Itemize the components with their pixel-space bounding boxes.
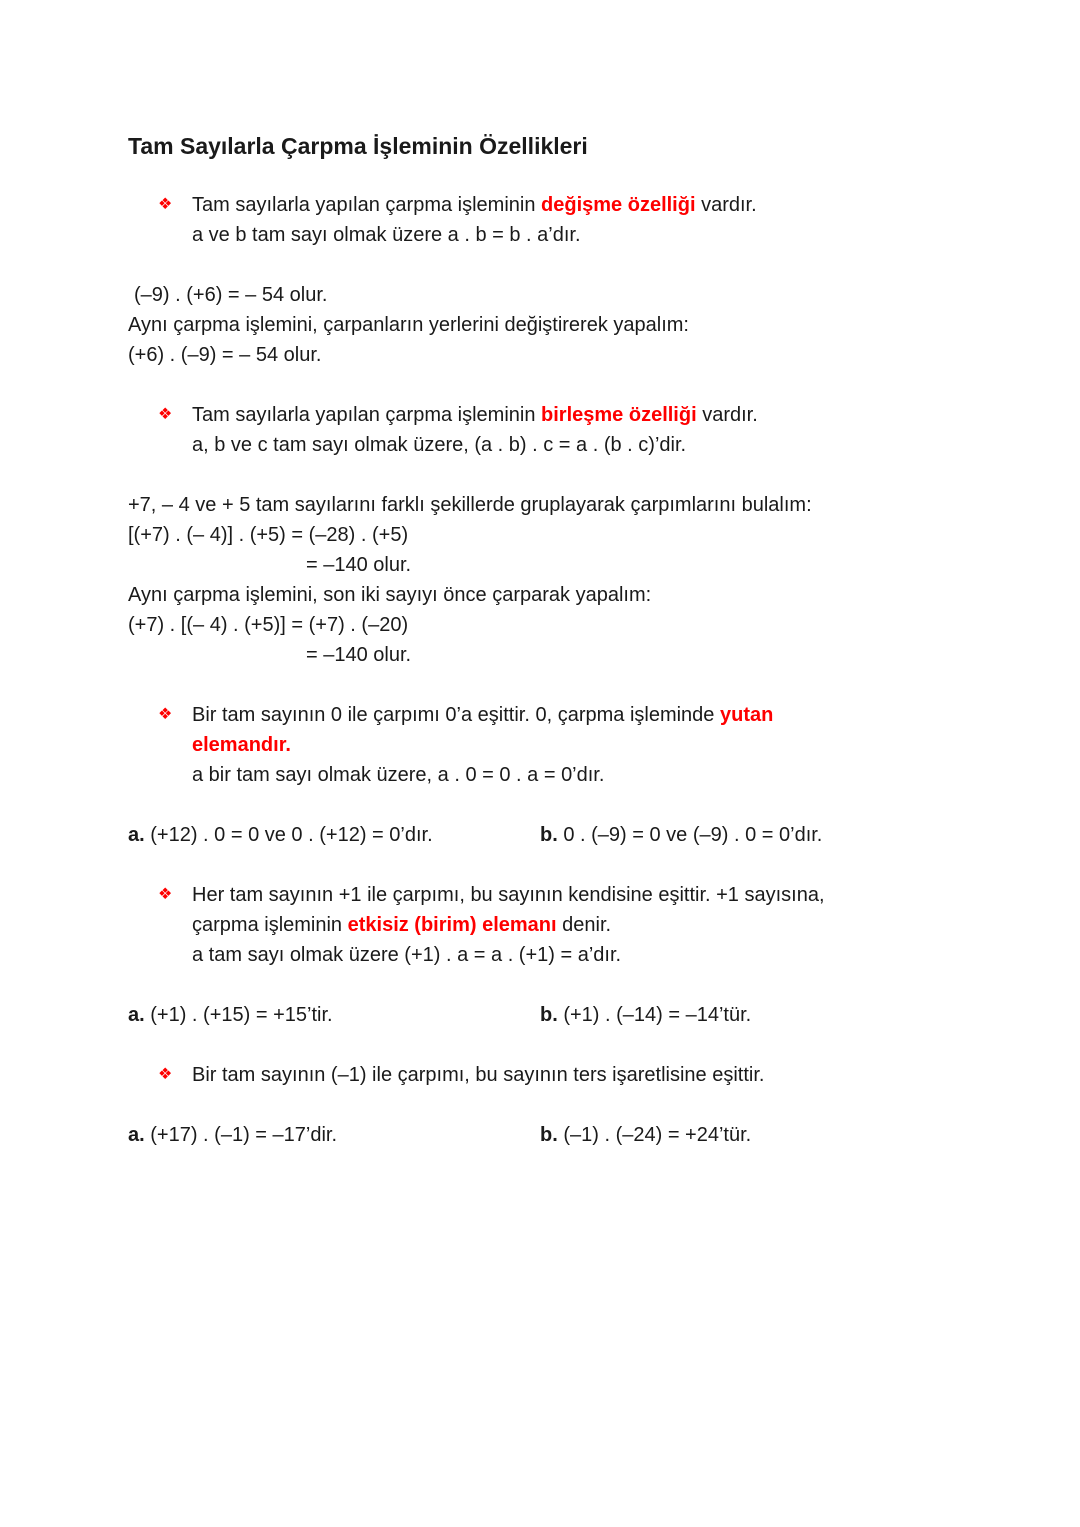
text-segment: a. [128,1124,145,1146]
text-line [192,190,992,220]
page-title: Tam Sayılarla Çarpma İşleminin Özellikleri [128,133,588,159]
text-segment: = –140 olur. [306,644,412,666]
text-segment: Tam sayılarla yapılan çarpma işleminin [192,404,542,426]
example-row [128,1120,992,1150]
example-b [540,820,992,850]
text-segment: a bir tam sayı olmak üzere, a . 0 = 0 . a = 0’dır. [192,764,605,786]
example-row [128,820,992,850]
text-line [128,310,992,340]
text-segment: (+17) . (–1) = –17’dir. [144,1124,338,1146]
text-segment: çarpma işleminin [192,914,348,936]
paragraph [128,280,992,370]
text-segment: vardır. [696,404,758,426]
bullet-item [158,880,992,970]
bullet-item [158,700,992,790]
text-segment: a. [128,824,145,846]
bullet-item [158,400,992,460]
text-segment: a tam sayı olmak üzere (+1) . a = a . (+1) = a’dır. [192,944,622,966]
text-segment: Aynı çarpma işlemini, çarpanların yerlerini değiştirerek yapalım: [128,314,689,336]
text-segment: birleşme özelliği [541,404,697,426]
text-segment: b. [540,824,558,846]
diamond-bullet-icon: ❖ [158,196,173,213]
diamond-bullet-icon: ❖ [158,706,173,723]
text-segment: Aynı çarpma işlemini, son iki sayıyı önce çarparak yapalım: [128,584,652,606]
text-line [192,760,992,790]
text-segment: değişme özelliği [541,194,696,216]
bullet-text [192,190,992,250]
text-line [192,880,992,910]
text-line [192,700,992,730]
document-body [128,190,992,1150]
text-segment: yutan [719,704,774,726]
example-row [128,1000,992,1030]
example-b [540,1120,992,1150]
text-segment: = –140 olur. [306,554,412,576]
text-line [128,340,992,370]
text-segment: etkisiz (birim) elemanı [347,914,557,936]
text-segment: (+7) . [(– 4) . (+5)] = (+7) . (–20) [128,614,409,636]
bullet-text [192,1060,992,1090]
text-segment: a, b ve c tam sayı olmak üzere, (a . b) . c = a . (b . c)’dir. [192,434,687,456]
text-line [192,910,992,940]
text-line [128,610,992,640]
text-segment: (–9) . (+6) = – 54 olur. [134,284,328,306]
diamond-bullet-icon: ❖ [158,1066,173,1083]
example-a [128,820,540,850]
text-segment: Bir tam sayının 0 ile çarpımı 0’a eşittir. 0, çarpma işleminde [192,704,720,726]
text-line [192,1060,992,1090]
text-segment: (+12) . 0 = 0 ve 0 . (+12) = 0’dır. [144,824,433,846]
example-a [128,1000,540,1030]
text-line [192,940,992,970]
text-segment: (+1) . (+15) = +15’tir. [144,1004,333,1026]
text-segment: b. [540,1124,558,1146]
bullet-text [192,880,992,970]
text-segment: Her tam sayının +1 ile çarpımı, bu sayının kendisine eşittir. +1 sayısına, [192,884,825,906]
text-segment: 0 . (–9) = 0 ve (–9) . 0 = 0’dır. [557,824,823,846]
bullet-item [158,1060,992,1090]
text-segment: b. [540,1004,558,1026]
text-line [128,580,992,610]
text-segment: denir. [556,914,612,936]
diamond-bullet-icon: ❖ [158,886,173,903]
bullet-text [192,400,992,460]
text-line [128,520,992,550]
text-line [192,220,992,250]
text-segment: (+6) . (–9) = – 54 olur. [128,344,322,366]
text-line [128,550,992,580]
bullet-text [192,700,992,790]
text-segment: Bir tam sayının (–1) ile çarpımı, bu sayının ters işaretlisine eşittir. [192,1064,765,1086]
bullet-item [158,190,992,250]
text-segment: [(+7) . (– 4)] . (+5) = (–28) . (+5) [128,524,409,546]
text-segment: a ve b tam sayı olmak üzere a . b = b . a’dır. [192,224,581,246]
text-segment: (+1) . (–14) = –14’tür. [557,1004,752,1026]
text-segment: Tam sayılarla yapılan çarpma işleminin [192,194,542,216]
text-segment: +7, – 4 ve + 5 tam sayılarını farklı şekillerde gruplayarak çarpımlarını bulalım: [128,494,812,516]
text-segment: (–1) . (–24) = +24’tür. [557,1124,752,1146]
text-segment: vardır. [695,194,757,216]
diamond-bullet-icon: ❖ [158,406,173,423]
text-segment: elemandır. [192,734,291,756]
example-a [128,1120,540,1150]
text-line [128,280,992,310]
text-line [192,730,992,760]
text-line [128,640,992,670]
text-line [192,400,992,430]
text-line [192,430,992,460]
text-segment: a. [128,1004,145,1026]
paragraph [128,490,992,670]
example-b [540,1000,992,1030]
text-line [128,490,992,520]
